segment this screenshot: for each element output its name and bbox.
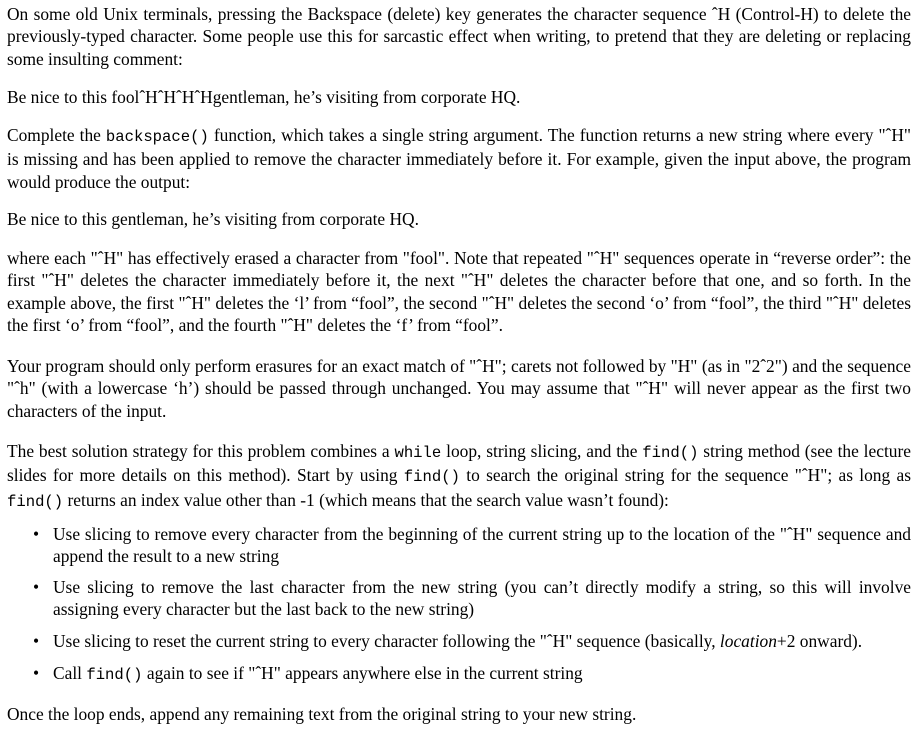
example-input-line: Be nice to this foolˆHˆHˆHˆHgentleman, he’s visiting from corporate HQ. xyxy=(7,87,521,107)
find-code-1: find() xyxy=(642,444,699,462)
step-1-text: Use slicing to remove every character from the beginning of the current string up to the location of the "ˆH" sequence and append the result to a new string xyxy=(53,524,911,567)
closing-paragraph: Once the loop ends, append any remaining text from the original string to your new string. xyxy=(7,704,637,724)
bullet-icon: • xyxy=(33,524,40,544)
complete-function-paragraph xyxy=(7,124,911,193)
find-code-4: find() xyxy=(86,666,143,684)
find-code-3: find() xyxy=(7,492,64,511)
list-item xyxy=(7,523,911,568)
backspace-code: backspace() xyxy=(105,128,209,146)
bullet-icon: • xyxy=(33,631,40,651)
step-3-italic: location xyxy=(719,631,777,651)
explanation-paragraph: where each "ˆH" has effectively erased a character from "fool". Note that repeated "ˆH" sequences operate in “reverse order”: the first "ˆH" deletes the character immediately before it, the next "ˆH" deletes the character before that one, and so forth. In the example above, the first "ˆH" deletes the ‘l’ from “fool”, the second "ˆH" deletes the second ‘o’ from “fool”, the third "ˆH" deletes the first ‘o’ from “fool”, and the fourth "ˆH" deletes the ‘f’ from “fool”. xyxy=(7,248,911,336)
strategy-text-3: string method (see the lecture slides for more details on this method). Start by using xyxy=(7,441,911,486)
strategy-paragraph xyxy=(7,440,911,513)
rules-paragraph: Your program should only perform erasures for an exact match of "ˆH"; carets not followed by "H" (as in "2ˆ2") and the sequence "ˆh" (with a lowercase ‘h’) should be passed through unchanged. You may assume that "ˆH" will never appear as the first two characters of the input. xyxy=(7,356,911,421)
step-3-post: +2 onward). xyxy=(776,631,863,651)
strategy-text-1: The best solution strategy for this problem combines a xyxy=(7,441,395,461)
strategy-text-2: loop, string slicing, and the xyxy=(441,441,643,461)
strategy-text-5: returns an index value other than -1 (which means that the search value wasn’t found): xyxy=(63,489,669,510)
find-code-2: find() xyxy=(403,468,460,487)
bullet-icon: • xyxy=(33,663,40,683)
list-item xyxy=(7,630,911,652)
strategy-text-4: to search the original string for the sequence "ˆH"; as long as xyxy=(459,465,911,486)
step-4-post: again to see if "ˆH" appears anywhere else in the current string xyxy=(142,663,583,683)
intro-paragraph: On some old Unix terminals, pressing the Backspace (delete) key generates the character sequence ˆH (Control-H) to delete the previously-typed character. Some people use this for sarcastic effect when writing, to pretend that they are deleting or replacing some insulting comment: xyxy=(7,4,911,69)
step-3-pre: Use slicing to reset the current string to every character following the "ˆH" sequence (basically, xyxy=(53,631,720,651)
complete-post-text: function, which takes a single string argument. The function returns a new string where every "ˆH" is missing and has been applied to remove the character immediately before it. For example, given the input above, the program would produce the output: xyxy=(7,125,911,192)
step-4-pre: Call xyxy=(53,663,87,683)
list-item xyxy=(7,576,911,621)
while-code: while xyxy=(394,444,442,462)
complete-pre-text: Complete the xyxy=(7,125,106,145)
example-output-line: Be nice to this gentleman, he’s visiting from corporate HQ. xyxy=(7,209,419,229)
step-2-text: Use slicing to remove the last character from the new string (you can’t directly modify a string, so this will involve assigning every character but the last back to the new string) xyxy=(53,577,911,620)
list-item xyxy=(7,662,911,686)
bullet-icon: • xyxy=(33,577,40,597)
